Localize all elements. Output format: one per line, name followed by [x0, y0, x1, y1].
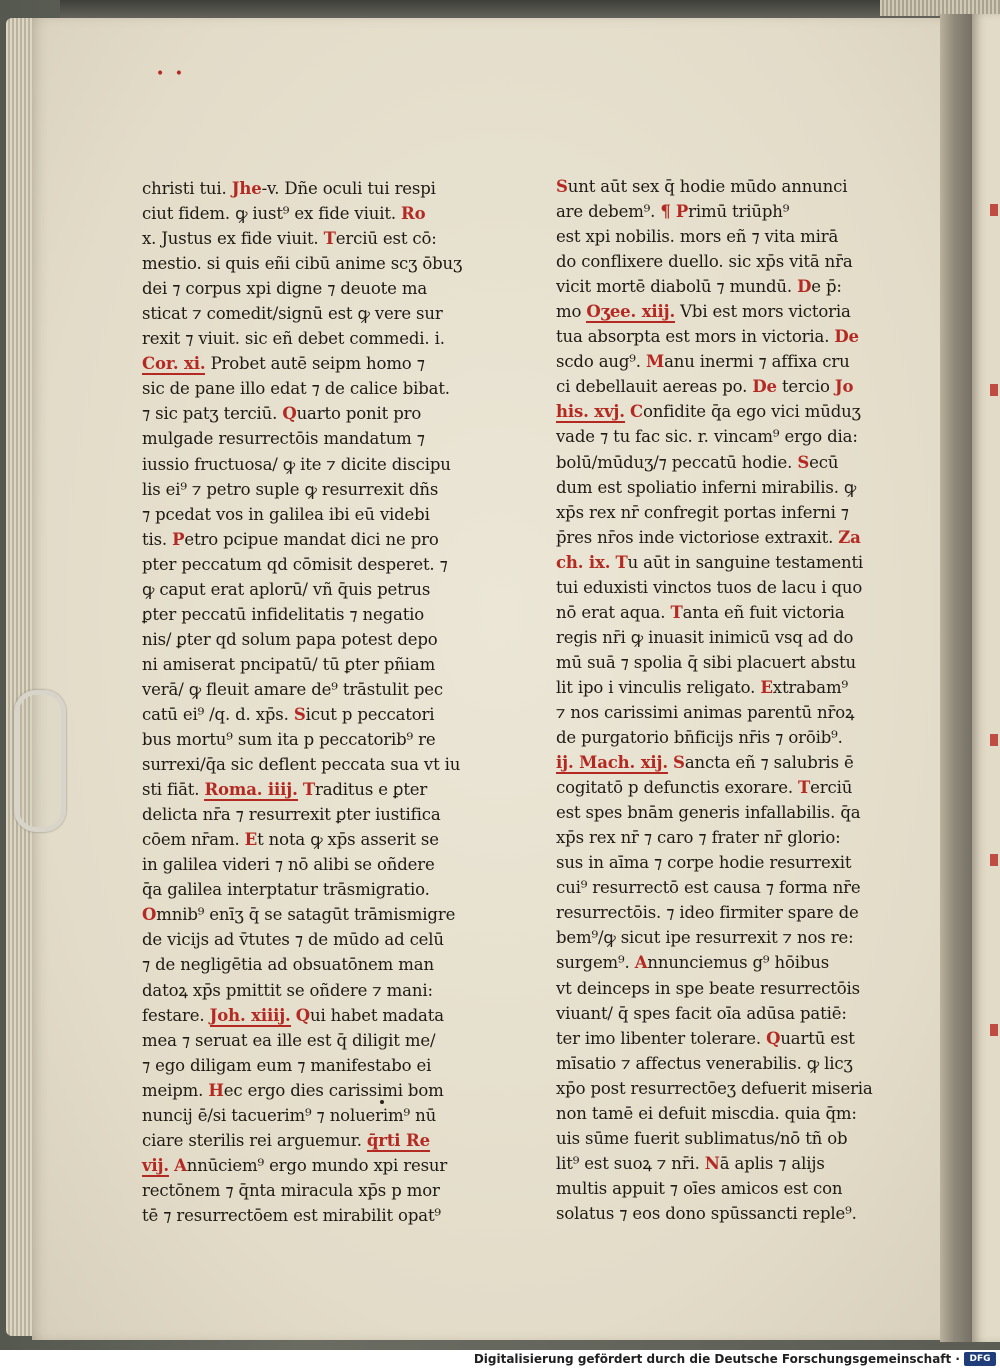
- text-run: tui eduxisti vinctos tuos de lacu i quo: [556, 577, 863, 597]
- rubric-text: ch. ix.: [556, 552, 611, 572]
- text-run: vt deinceps in spe beate resurrectōis: [556, 978, 860, 998]
- text-line: [142, 702, 467, 727]
- text-run: catū ei⁹ /q. d. xp̄s.: [142, 704, 294, 724]
- text-line: [556, 1001, 888, 1026]
- text-line: [142, 602, 467, 627]
- text-run: ancta eñ ⁊ salubris ē: [684, 753, 854, 773]
- text-run: mīsatio ⁊ affectus venerabilis. ꝙ licʒ: [556, 1053, 853, 1073]
- text-run: ci debellauit aereas po.: [556, 377, 753, 397]
- rubric-text: E: [760, 677, 773, 697]
- text-run: viuant/ q̄ spes facit oīa adūsa patiē:: [556, 1003, 847, 1023]
- text-run: regis nr̄i ꝙ inuasit inimicū vsq ad do: [556, 627, 854, 647]
- left-text-column: [142, 176, 467, 1228]
- text-run: do conflixere duello. sic xp̄s vitā nr̄a: [556, 252, 853, 272]
- rubric-text: De: [752, 377, 777, 397]
- text-run: ⁊ ego diligam eum ⁊ manifestabo ei: [142, 1055, 432, 1075]
- text-run: p̄res nr̄os inde victoriose extraxit.: [556, 527, 839, 547]
- text-line: [142, 401, 467, 426]
- text-line: [556, 1051, 888, 1076]
- text-run: in galilea videri ⁊ nō alibi se oñdere: [142, 855, 435, 875]
- text-run: ciare sterilis rei arguemur.: [142, 1130, 367, 1150]
- text-run: nuncij ē/si tacuerim⁹ ⁊ noluerim⁹ nū: [142, 1105, 437, 1125]
- text-run: nis/ ꝑter qd solum papa potest depo: [142, 629, 438, 649]
- text-run: datoꝝ xp̄s pmittit se oñdere ⁊ mani:: [142, 980, 433, 1000]
- text-run: ⁊ de negligētia ad obsuatōnem man: [142, 955, 434, 975]
- text-line: [142, 952, 467, 977]
- text-run: tercio: [776, 377, 835, 397]
- rubric-text: De: [834, 327, 859, 347]
- text-line: [142, 1028, 467, 1053]
- text-run: bus mortu⁹ sum ita p peccatorib⁹ re: [142, 730, 436, 750]
- rubric-mark: [990, 854, 998, 866]
- text-line: [556, 525, 888, 550]
- text-line: [142, 827, 467, 852]
- text-run: ⁊ sic patʒ terciū.: [142, 404, 283, 424]
- text-line: [556, 349, 888, 374]
- text-line: [142, 301, 467, 326]
- text-line: [142, 802, 467, 827]
- rubric-text: T: [323, 229, 336, 249]
- text-run: x. Justus ex fide viuit.: [142, 229, 324, 249]
- text-run: mestio. si quis eñi cibū anime scʒ ōbuʒ: [142, 254, 463, 274]
- text-run: u aūt in sanguine testamenti: [627, 552, 864, 572]
- text-line: [142, 652, 467, 677]
- text-line: [556, 850, 888, 875]
- paper-clip: [14, 690, 66, 832]
- text-run: surrexi/q̄a sic deflent peccata sua vt iu: [142, 755, 461, 775]
- text-run: ter imo libenter tolerare.: [556, 1028, 767, 1048]
- rubric-text: his. xvj.: [556, 402, 625, 422]
- rubric-mark: [990, 204, 998, 216]
- text-run: nnunciemus g⁹ hōibus: [647, 953, 830, 973]
- text-line: [556, 299, 888, 324]
- text-run: scdo aug⁹.: [556, 352, 646, 372]
- text-line: [142, 777, 467, 802]
- text-run: dum est spoliatio inferni mirabilis. ꝙ: [556, 477, 857, 497]
- text-line: [556, 450, 888, 475]
- text-run: -v. Dñe oculi tui respi: [261, 179, 436, 198]
- text-line: [142, 376, 467, 401]
- text-run: etro pcipue mandat dici ne pro: [184, 529, 439, 549]
- text-run: mo: [556, 302, 587, 322]
- text-run: ciut fidem. ꝙ iust⁹ ex fide viuit.: [142, 204, 402, 224]
- text-run: delicta nr̄a ⁊ resurrexit ꝑter iustifica: [142, 805, 441, 825]
- text-run: mulgade resurrectōis mandatum ⁊: [142, 429, 425, 449]
- rubric-text: T: [615, 552, 628, 572]
- text-run: lit ipo i vinculis religato.: [556, 677, 761, 697]
- text-run: ecū: [809, 452, 839, 472]
- text-run: ꝑter peccatū infidelitatis ⁊ negatio: [142, 604, 425, 624]
- rubric-text: Jo: [834, 377, 854, 397]
- text-line: [142, 1003, 467, 1028]
- text-line: [142, 627, 467, 652]
- text-run: erciū est cō:: [335, 229, 437, 249]
- rubric-text: A: [174, 1155, 187, 1175]
- text-run: lis ei⁹ ⁊ petro suple ꝙ resurrexit dñs: [142, 479, 439, 499]
- ink-dot: [380, 1100, 384, 1104]
- text-run: tis.: [142, 529, 173, 549]
- text-line: [142, 201, 467, 226]
- rubric-text: vij.: [142, 1155, 169, 1175]
- text-line: [556, 875, 888, 900]
- text-run: dei ⁊ corpus xpi digne ⁊ deuote ma: [142, 279, 428, 299]
- text-line: [142, 1203, 467, 1228]
- rubric-text: T: [670, 602, 683, 622]
- rubric-text: P: [172, 529, 185, 549]
- text-line: [556, 650, 888, 675]
- text-run: xp̄s rex nr̄ confregit portas inferni ⁊: [556, 502, 849, 522]
- text-run: sticat ⁊ comedit/signū est ꝙ vere sur: [142, 304, 443, 324]
- text-line: [556, 1101, 888, 1126]
- text-run: mea ⁊ seruat ea ille est q̄ diligit me/: [142, 1030, 436, 1050]
- text-line: [556, 675, 888, 700]
- text-line: [556, 775, 888, 800]
- facing-page-edge: [972, 14, 1000, 1342]
- rubric-text: q̄rti Re: [366, 1130, 430, 1150]
- text-run: christi tui.: [142, 179, 232, 198]
- text-run: xtrabam⁹: [772, 677, 848, 697]
- text-line: [556, 324, 888, 349]
- rubric-text: M: [645, 352, 665, 372]
- text-line: [142, 326, 467, 351]
- text-run: mū suā ⁊ spolia q̄ sibi placuert abstu: [556, 652, 857, 672]
- text-line: [142, 452, 467, 477]
- text-line: [556, 800, 888, 825]
- rubric-text: Roma. iiij.: [204, 780, 298, 800]
- rubric-text: H: [208, 1080, 224, 1100]
- text-line: [142, 351, 467, 376]
- text-line: [556, 249, 888, 274]
- rubric-text: S: [556, 177, 568, 196]
- text-run: sti fiāt.: [142, 780, 205, 800]
- text-run: mnib⁹ enīʒ q̄ se satagūt trāmismigre: [156, 905, 456, 925]
- text-line: [556, 725, 888, 750]
- text-run: ni amiserat pncipatū/ tū ꝑter pñiam: [142, 654, 436, 674]
- text-line: [142, 502, 467, 527]
- text-line: [556, 600, 888, 625]
- text-run: nō erat aqua.: [556, 602, 671, 622]
- rubric-text: T: [302, 780, 315, 800]
- text-run: anta eñ fuit victoria: [682, 602, 845, 622]
- text-line: [556, 976, 888, 1001]
- text-line: [556, 1026, 888, 1051]
- text-run: rexit ⁊ viuit. sic eñ debet commedi. i.: [142, 329, 445, 349]
- text-run: est xpi nobilis. mors eñ ⁊ vita mirā: [556, 227, 839, 247]
- text-line: [142, 527, 467, 552]
- rubric-text: Oʒee. xiij.: [586, 302, 676, 322]
- text-line: [556, 550, 888, 575]
- text-run: Probet autē seipm homo ⁊: [205, 354, 425, 374]
- text-line: [142, 927, 467, 952]
- text-line: [556, 1176, 888, 1201]
- text-run: rectōnem ⁊ q̄nta miracula xp̄s p mor: [142, 1180, 440, 1200]
- text-line: [142, 176, 467, 201]
- rubric-text: S: [293, 704, 306, 724]
- text-run: surgem⁹.: [556, 953, 635, 973]
- text-run: iussio fructuosa/ ꝙ ite ⁊ dicite discipu: [142, 454, 451, 474]
- text-line: [142, 902, 467, 927]
- text-run: ⁊ pcedat vos in galilea ibi eū videbi: [142, 504, 430, 524]
- text-line: [556, 399, 888, 424]
- text-run: e p̄:: [811, 277, 842, 297]
- text-run: ui habet madata: [309, 1005, 444, 1025]
- text-run: rimū triūph⁹: [688, 202, 790, 222]
- text-line: [142, 1053, 467, 1078]
- text-run: ec ergo dies carissimi bom: [223, 1080, 444, 1100]
- rubric-text: Q: [766, 1028, 781, 1048]
- text-run: ⁊ nos carissimi animas parentū nr̄oꝝ: [556, 702, 855, 722]
- text-run: uarto ponit pro: [296, 404, 422, 424]
- text-run: icut p peccatori: [305, 704, 435, 724]
- rubric-text: ¶: [660, 202, 671, 222]
- text-run: ā aplis ⁊ alijs: [719, 1153, 825, 1173]
- text-line: [556, 424, 888, 449]
- text-run: sic de pane illo edat ⁊ de calice bibat.: [142, 379, 450, 399]
- book-gutter: [940, 14, 976, 1342]
- text-line: [142, 1128, 467, 1153]
- text-run: cōem nr̄am.: [142, 830, 245, 850]
- text-run: uis sūme fuerit sublimatus/nō tñ ob: [556, 1128, 848, 1148]
- corner-mark: • •: [156, 66, 186, 82]
- text-line: [142, 1178, 467, 1203]
- text-line: [556, 1201, 888, 1226]
- text-line: [556, 750, 888, 775]
- text-line: [142, 426, 467, 451]
- text-line: [142, 552, 467, 577]
- text-run: meipm.: [142, 1080, 209, 1100]
- text-line: [142, 727, 467, 752]
- text-run: bolū/mūduʒ/⁊ peccatū hodie.: [556, 452, 798, 472]
- rubric-text: Q: [295, 1005, 310, 1025]
- text-line: [142, 677, 467, 702]
- text-run: are debem⁹.: [556, 202, 661, 222]
- rubric-text: Za: [838, 527, 861, 547]
- rubric-text: N: [704, 1153, 720, 1173]
- text-line: [142, 1153, 467, 1178]
- text-line: [142, 978, 467, 1003]
- text-line: [142, 1078, 467, 1103]
- text-line: [556, 700, 888, 725]
- rubric-text: Joh. xiiij.: [209, 1005, 291, 1025]
- text-run: solatus ⁊ eos dono spūssancti reple⁹.: [556, 1203, 857, 1223]
- rubric-text: O: [142, 905, 157, 925]
- right-text-column: [556, 174, 888, 1226]
- text-line: [142, 477, 467, 502]
- rubric-text: A: [634, 953, 648, 973]
- text-line: [556, 1126, 888, 1151]
- rubric-text: Cor. xi.: [142, 354, 206, 374]
- text-line: [142, 852, 467, 877]
- rubric-mark: [990, 384, 998, 396]
- text-line: [142, 251, 467, 276]
- text-line: [556, 825, 888, 850]
- text-run: onfidite q̄a ego vici mūduʒ: [642, 402, 861, 422]
- text-run: sus in aīma ⁊ corpe hodie resurrexit: [556, 853, 852, 873]
- text-line: [556, 925, 888, 950]
- rubric-text: C: [629, 402, 643, 422]
- rubric-text: ij. Mach. xij.: [556, 753, 668, 773]
- rubric-text: P: [675, 202, 689, 222]
- rubric-mark: [990, 734, 998, 746]
- text-run: resurrectōis. ⁊ ideo firmiter spare de: [556, 903, 859, 923]
- text-run: Vbi est mors victoria: [675, 302, 851, 322]
- text-run: q̄a galilea interptatur trāsmigratio.: [142, 880, 430, 900]
- text-line: [556, 575, 888, 600]
- text-line: [142, 276, 467, 301]
- text-run: nnūciem⁹ ergo mundo xpi resur: [186, 1155, 448, 1175]
- text-run: xp̄s rex nr̄ ⁊ caro ⁊ frater nr̄ glorio:: [556, 828, 841, 848]
- text-run: lit⁹ est suoꝝ ⁊ nr̄i.: [556, 1153, 705, 1173]
- dfg-logo: DFG: [964, 1352, 996, 1366]
- text-run: tē ⁊ resurrectōem est mirabilit opat⁹: [142, 1205, 441, 1225]
- text-run: non tamē ei defuit miscdia. quia q̄m:: [556, 1103, 857, 1123]
- rubric-text: E: [244, 830, 258, 850]
- text-run: bem⁹/ꝙ sicut ipe resurrexit ⁊ nos re:: [556, 928, 854, 948]
- text-run: verā/ ꝙ fleuit amare de⁹ trāstulit pec: [142, 679, 443, 699]
- text-run: tua absorpta est mors in victoria.: [556, 327, 835, 347]
- text-line: [556, 199, 888, 224]
- text-line: [556, 374, 888, 399]
- rubric-text: Jhe: [231, 179, 262, 198]
- text-run: multis appuit ⁊ oīes amicos est con: [556, 1178, 843, 1198]
- rubric-text: S: [673, 753, 685, 773]
- text-line: [142, 1103, 467, 1128]
- text-line: [556, 900, 888, 925]
- text-line: [142, 877, 467, 902]
- text-line: [556, 475, 888, 500]
- text-line: [556, 1151, 888, 1176]
- footer-bar: [0, 1350, 1000, 1368]
- text-run: de purgatorio bn̄ficijs nr̄is ⁊ orōib⁹.: [556, 728, 843, 748]
- text-run: cogitatō p defunctis exorare.: [556, 778, 799, 798]
- text-run: est spes bnām generis infallabilis. q̄a: [556, 803, 861, 823]
- text-line: [556, 950, 888, 975]
- text-run: xp̄o post resurrectōeʒ defuerit miseria: [556, 1078, 873, 1098]
- text-line: [142, 577, 467, 602]
- rubric-text: T: [798, 778, 811, 798]
- text-run: pter peccatum qd cōmisit desperet. ⁊: [142, 554, 448, 574]
- text-line: [556, 1076, 888, 1101]
- text-run: vade ⁊ tu fac sic. r. vincam⁹ ergo dia:: [556, 427, 858, 447]
- rubric-text: D: [797, 277, 812, 297]
- text-run: t nota ꝙ xp̄s asserit se: [257, 830, 439, 850]
- text-run: vicit mortē diabolū ⁊ mundū.: [556, 277, 798, 297]
- text-run: festare.: [142, 1005, 210, 1025]
- text-run: de vicijs ad v̄tutes ⁊ de mūdo ad celū: [142, 930, 444, 950]
- text-line: [142, 752, 467, 777]
- text-line: [556, 224, 888, 249]
- text-line: [142, 226, 467, 251]
- text-run: ꝙ caput erat aplorū/ vñ q̄uis petrus: [142, 579, 431, 599]
- text-line: [556, 274, 888, 299]
- text-run: cui⁹ resurrectō est causa ⁊ forma nr̄e: [556, 878, 861, 898]
- text-run: anu inermi ⁊ affixa cru: [664, 352, 850, 372]
- text-run: erciū: [810, 778, 853, 798]
- text-line: [556, 625, 888, 650]
- footer-credit: Digitalisierung gefördert durch die Deutsche Forschungsgemeinschaft ·: [473, 1352, 960, 1366]
- rubric-text: S: [797, 452, 810, 472]
- rubric-text: Q: [282, 404, 297, 424]
- rubric-text: Ro: [401, 204, 426, 224]
- text-run: unt aūt sex q̄ hodie mūdo annunci: [567, 177, 848, 196]
- text-line: [556, 174, 888, 199]
- rubric-mark: [990, 1024, 998, 1036]
- text-run: uartū est: [780, 1028, 855, 1048]
- text-run: raditus e ꝑter: [314, 780, 428, 800]
- text-line: [556, 500, 888, 525]
